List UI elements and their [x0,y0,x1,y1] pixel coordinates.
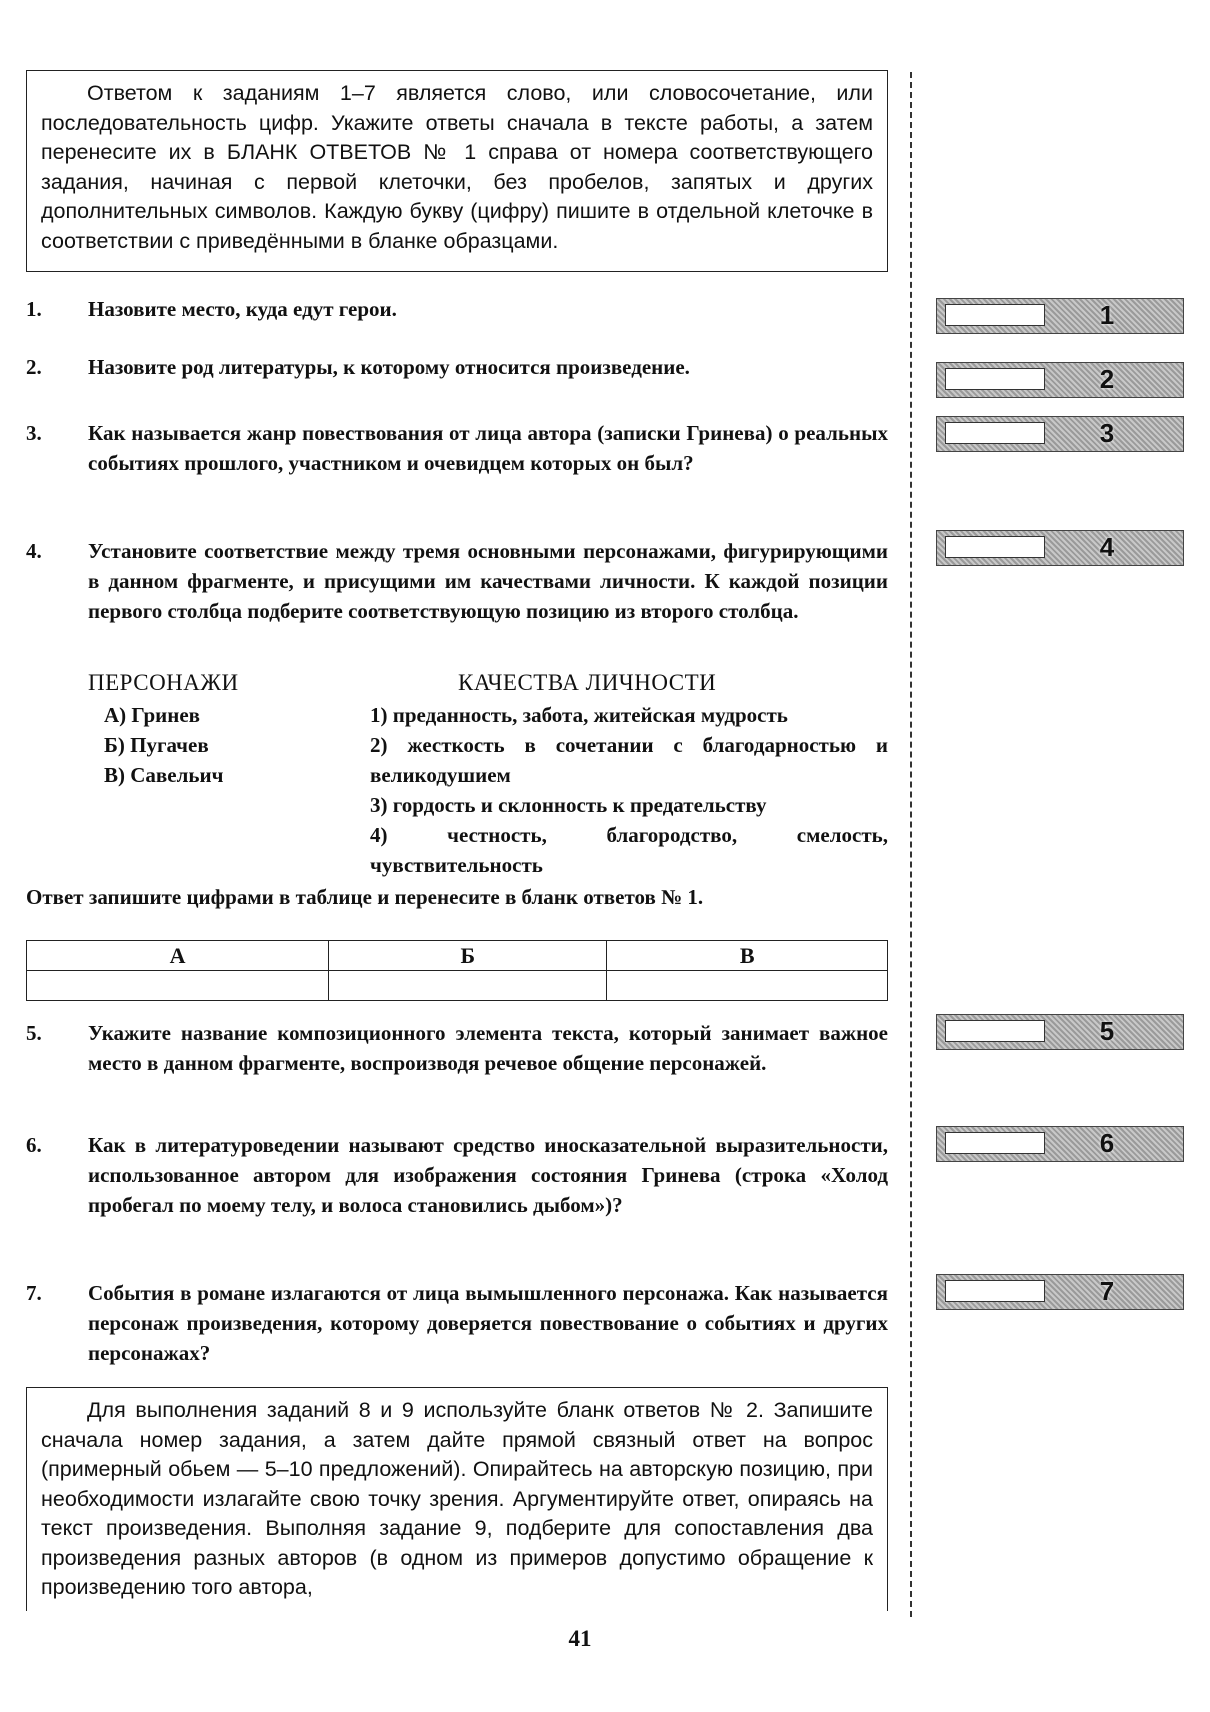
cut-line [910,72,912,1617]
answer-field[interactable] [945,304,1045,326]
answer-table-header [27,941,888,971]
answer-field[interactable] [945,368,1045,390]
answer-box-number: 4 [1099,532,1115,562]
answer-field[interactable] [945,422,1045,444]
task-6 [26,1130,888,1220]
answer-table [26,940,888,1001]
task-number: 7. [26,1281,42,1305]
answer-box-number: 1 [1099,300,1115,330]
instruction-text-top: Ответом к заданиям 1–7 является слово, или словосочетание, или последовательность цифр. Укажите ответы сначала в тексте работы, а затем перенесите их в БЛАНК ОТВЕТОВ № 1 справа от номера соответствующего задания, начиная с первой клеточки, без пробелов, запятых и других дополнительных символов. Каждую букву (цифру) пишите в отдельной клеточке в соответствии с приведёнными в бланке образцами. [41,81,873,253]
page-number: 41 [568,1626,592,1651]
task-number: 3. [26,421,42,445]
task-1 [26,294,888,324]
quality-item: 1) преданность, забота, житейская мудрость [370,703,788,727]
task-text: События в романе излагаются от лица вымышленного персонажа. Как называется персонаж произведения, которому доверяется повествование о событиях и других персонажах? [88,1281,888,1365]
answer-col-v: В [607,941,888,971]
character-item: В) Савельич [104,763,224,787]
answer-instruction: Ответ запишите цифрами в таблице и перенесите в бланк ответов № 1. [26,885,704,909]
answer-box-number: 2 [1099,364,1115,394]
task-5 [26,1018,888,1078]
task-7 [26,1278,888,1368]
answer-box-5[interactable] [936,1014,1184,1050]
task-text: Назовите род литературы, к которому относится произведение. [88,355,690,379]
answer-box-number: 3 [1099,418,1115,448]
answer-box-number: 5 [1099,1016,1115,1046]
answer-box-4[interactable] [936,530,1184,566]
answer-cell-a[interactable] [27,971,329,1001]
character-item: Б) Пугачев [104,733,209,757]
answer-table-values [27,971,888,1001]
answer-cell-b[interactable] [329,971,607,1001]
answer-field[interactable] [945,1280,1045,1302]
qualities-header: КАЧЕСТВА ЛИЧНОСТИ [458,670,717,695]
answer-box-2[interactable] [936,362,1184,398]
task-number: 1. [26,297,42,321]
quality-item: 4) честность, благородство, смелость, чувствительность [370,823,888,877]
instruction-box-bottom [26,1387,888,1611]
characters-header: ПЕРСОНАЖИ [88,670,239,695]
answer-box-number: 6 [1099,1128,1115,1158]
character-item: А) Гринев [104,703,200,727]
task-number: 2. [26,355,42,379]
answer-col-a: А [27,941,329,971]
task-number: 6. [26,1133,42,1157]
answer-field[interactable] [945,1020,1045,1042]
instruction-box-top [26,70,888,272]
task-3 [26,418,888,478]
answer-field[interactable] [945,1132,1045,1154]
task-number: 5. [26,1021,42,1045]
task-text: Как в литературоведении называют средство иносказательной выразительности, использованное автором для изображения состояния Гринева (строка «Холод пробегал по моему телу, и волоса становились дыбом»)? [88,1133,888,1217]
answer-col-b: Б [329,941,607,971]
quality-item: 3) гордость и склонность к предательству [370,793,767,817]
task-text: Установите соответствие между тремя основными персонажами, фигурирующими в данном фрагменте, и присущими им качествами личности. К каждой позиции первого столбца подберите соответствующую позицию из второго столбца. [88,539,888,623]
answer-box-number: 7 [1099,1276,1115,1306]
task-4 [26,536,888,626]
answer-box-1[interactable] [936,298,1184,334]
answer-field[interactable] [945,536,1045,558]
task-text: Укажите название композиционного элемента текста, который занимает важное место в данном фрагменте, воспроизводя речевое общение персонажей. [88,1021,888,1075]
answer-box-6[interactable] [936,1126,1184,1162]
answer-cell-v[interactable] [607,971,888,1001]
instruction-text-bottom: Для выполнения заданий 8 и 9 используйте бланк ответов № 2. Запишите сначала номер задания, а затем дайте прямой связный ответ на вопрос (примерный обьем — 5–10 предложений). Опирайтесь на авторскую позицию, при необходимости излагайте свою точку зрения. Аргументируйте ответ, опираясь на текст произведения. Выполняя задание 9, подберите для сопоставления два произведения разных авторов (в одном из примеров допустимо обращение к произведению того автора, [41,1398,873,1599]
task-2 [26,352,888,382]
answer-box-7[interactable] [936,1274,1184,1310]
answer-box-3[interactable] [936,416,1184,452]
task-text: Как называется жанр повествования от лица автора (записки Гринева) о реальных событиях прошлого, участником и очевидцем которых он был? [88,421,888,475]
task-number: 4. [26,539,42,563]
quality-item: 2) жесткость в сочетании с благодарностью и великодушием [370,733,888,787]
task-text: Назовите место, куда едут герои. [88,297,397,321]
